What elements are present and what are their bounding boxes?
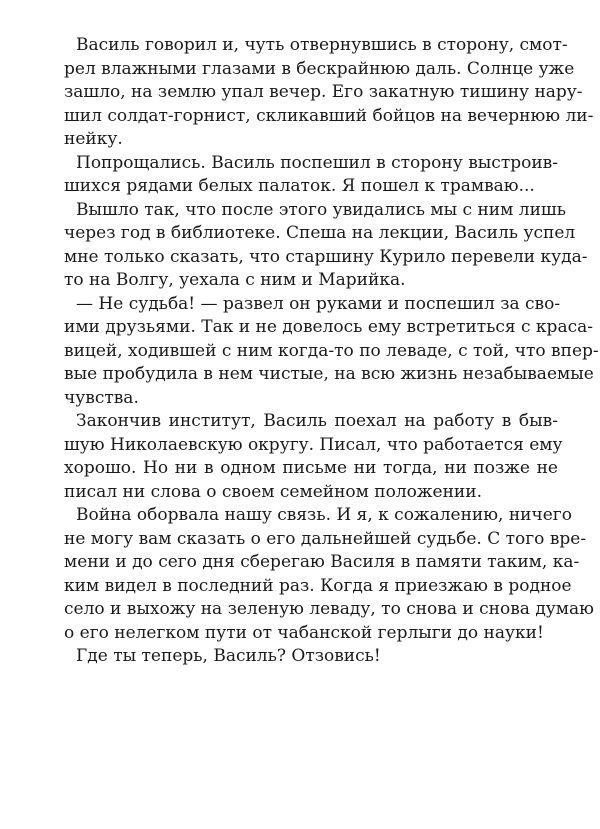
text-line: вые пробудила в нем чистые, на всю жизнь незабываемые	[64, 364, 594, 384]
text-line: ким видел в последний раз. Когда я приезжаю в родное	[64, 575, 572, 596]
text-line: вицей, ходившей с ним когда-то по леваде, с той, что впер-	[64, 340, 599, 361]
text-line: Война оборвала нашу связь. И я, к сожалению, ничего	[76, 505, 572, 525]
text-line: шихся рядами белых палаток. Я пошел к трамваю...	[64, 176, 535, 196]
text-line: не могу вам сказать о его дальнейшей судьбе. С того вре-	[64, 528, 587, 549]
text-line: писал ни слова о своем семейном положении.	[64, 481, 482, 502]
text-line: — Не судьба! — развел он руками и поспешил за сво-	[76, 293, 561, 314]
body-text	[64, 34, 599, 669]
text-line: нейку.	[64, 129, 123, 149]
text-line: Где ты теперь, Василь? Отзовись!	[76, 646, 381, 666]
text-line: Вышло так, что после этого увидались мы с ним лишь	[76, 199, 566, 220]
text-line: Василь говорил и, чуть отвернувшись в сторону, смот-	[76, 35, 568, 55]
text-line: то на Волгу, уехала с ним и Марийка.	[64, 270, 406, 290]
text-line: зашло, на землю упал вечер. Его закатную тишину нару-	[64, 82, 583, 102]
text-line: мне только сказать, что старшину Курило перевели куда-	[64, 246, 588, 267]
text-line: шил солдат-горнист, скликавший бойцов на вечернюю ли-	[64, 105, 594, 126]
text-line: чувства.	[64, 387, 139, 408]
text-line: шую Николаевскую округу. Писал, что работается ему	[64, 434, 563, 455]
text-line: Попрощались. Василь поспешил в сторону выстроив-	[76, 152, 558, 173]
text-line: через год в библиотеке. Спеша на лекции, Василь успел	[64, 223, 576, 243]
text-line: рел влажными глазами в бескрайнюю даль. Солнце уже	[64, 58, 575, 79]
text-line: село и выхожу на зеленую леваду, то снова и снова думаю	[64, 599, 594, 619]
text-line: о его нелегком пути от чабанской герлыги до науки!	[64, 622, 544, 643]
text-line: хорошо. Но ни в одном письме ни тогда, ни позже не	[64, 458, 558, 478]
text-line: ими друзьями. Так и не довелось ему встретиться с краса-	[64, 317, 593, 337]
text-line: Закончив институт, Василь поехал на работу в быв-	[76, 411, 558, 431]
text-line: мени и до сего дня сберегаю Василя в памяти таким, ка-	[64, 552, 580, 572]
